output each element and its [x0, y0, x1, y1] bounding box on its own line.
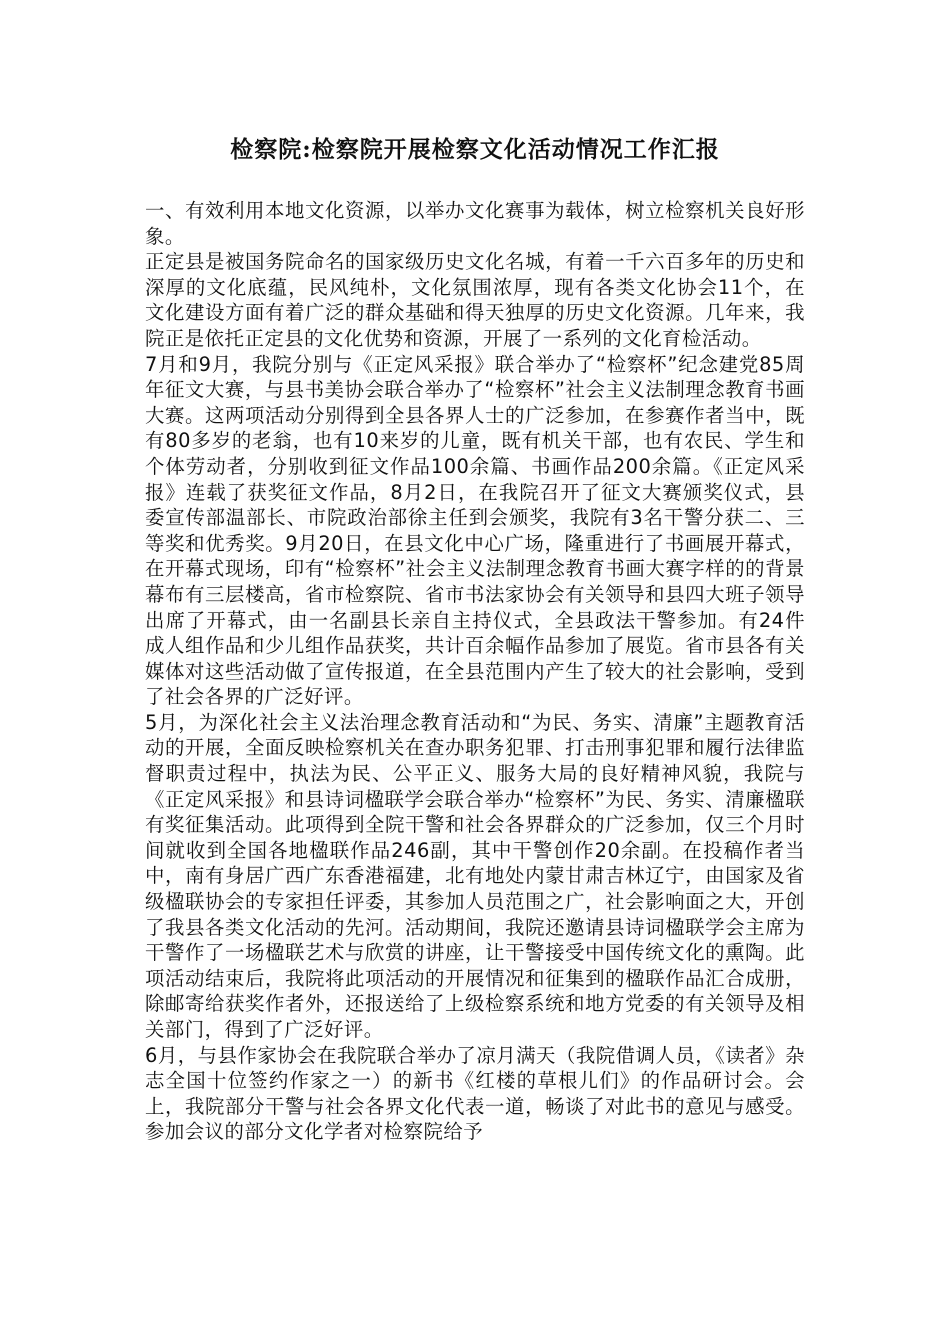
document-title: 检察院:检察院开展检察文化活动情况工作汇报: [230, 136, 720, 163]
document-body: [145, 198, 805, 1145]
paragraph: 正定县是被国务院命名的国家级历史文化名城，有着一千六百多年的历史和深厚的文化底蕴，民风纯朴，文化氛围浓厚，现有各类文化协会11个，在文化建设方面有着广泛的群众基础和得天独厚的历史文化资源。几年来，我院正是依托正定县的文化优势和资源，开展了一系列的文化育检活动。: [145, 250, 805, 350]
paragraph: 6月，与县作家协会在我院联合举办了凉月满天（我院借调人员，《读者》杂志全国十位签约作家之一）的新书《红楼的草根儿们》的作品研讨会。会上，我院部分干警与社会各界文化代表一道，畅谈了对此书的意见与感受。参加会议的部分文化学者对检察院给予: [145, 1043, 805, 1144]
paragraph: 7月和9月，我院分别与《正定风采报》联合举办了“检察杯”纪念建党85周年征文大赛，与县书美协会联合举办了“检察杯”社会主义法制理念教育书画大赛。这两项活动分别得到全县各界人士的广泛参加，在参赛作者当中，既有80多岁的老翁，也有10来岁的儿童，既有机关干部，也有农民、学生和个体劳动者，分别收到征文作品100余篇、书画作品200余篇。《正定风采报》连载了获奖征文作品，8月2日，在我院召开了征文大赛颁奖仪式，县委宣传部温部长、市院政治部徐主任到会颁奖，我院有3名干警分获二、三等奖和优秀奖。9月20日，在县文化中心广场，隆重进行了书画展开幕式，在开幕式现场，印有“检察杯”社会主义法制理念教育书画大赛字样的的背景幕布有三层楼高，省市检察院、省市书法家协会有关领导和县四大班子领导出席了开幕式，由一名副县长亲自主持仪式，全县政法干警参加。有24件成人组作品和少儿组作品获奖，共计百余幅作品参加了展览。省市县各有关媒体对这些活动做了宣传报道，在全县范围内产生了较大的社会影响，受到了社会各界的广泛好评。: [145, 352, 805, 709]
paragraph: 5月，为深化社会主义法治理念教育活动和“为民、务实、清廉”主题教育活动的开展，全面反映检察机关在查办职务犯罪、打击刑事犯罪和履行法律监督职责过程中，执法为民、公平正义、服务大局的良好精神风貌，我院与《正定风采报》和县诗词楹联学会联合举办“检察杯”为民、务实、清廉楹联有奖征集活动。此项得到全院干警和社会各界群众的广泛参加，仅三个月时间就收到全国各地楹联作品246副，其中干警创作20余副。在投稿作者当中，南有身居广西广东香港福建，北有地处内蒙甘肃吉林辽宁，由国家及省级楹联协会的专家担任评委，其参加人员范围之广，社会影响面之大，开创了我县各类文化活动的先河。活动期间，我院还邀请县诗词楹联学会主席为干警作了一场楹联艺术与欣赏的讲座，让干警接受中国传统文化的熏陶。此项活动结束后，我院将此项活动的开展情况和征集到的楹联作品汇合成册，除邮寄给获奖作者外，还报送给了上级检察系统和地方党委的有关领导及相关部门，得到了广泛好评。: [145, 710, 805, 1041]
paragraph-section-heading: 一、有效利用本地文化资源，以举办文化赛事为载体，树立检察机关良好形象。: [145, 199, 805, 248]
